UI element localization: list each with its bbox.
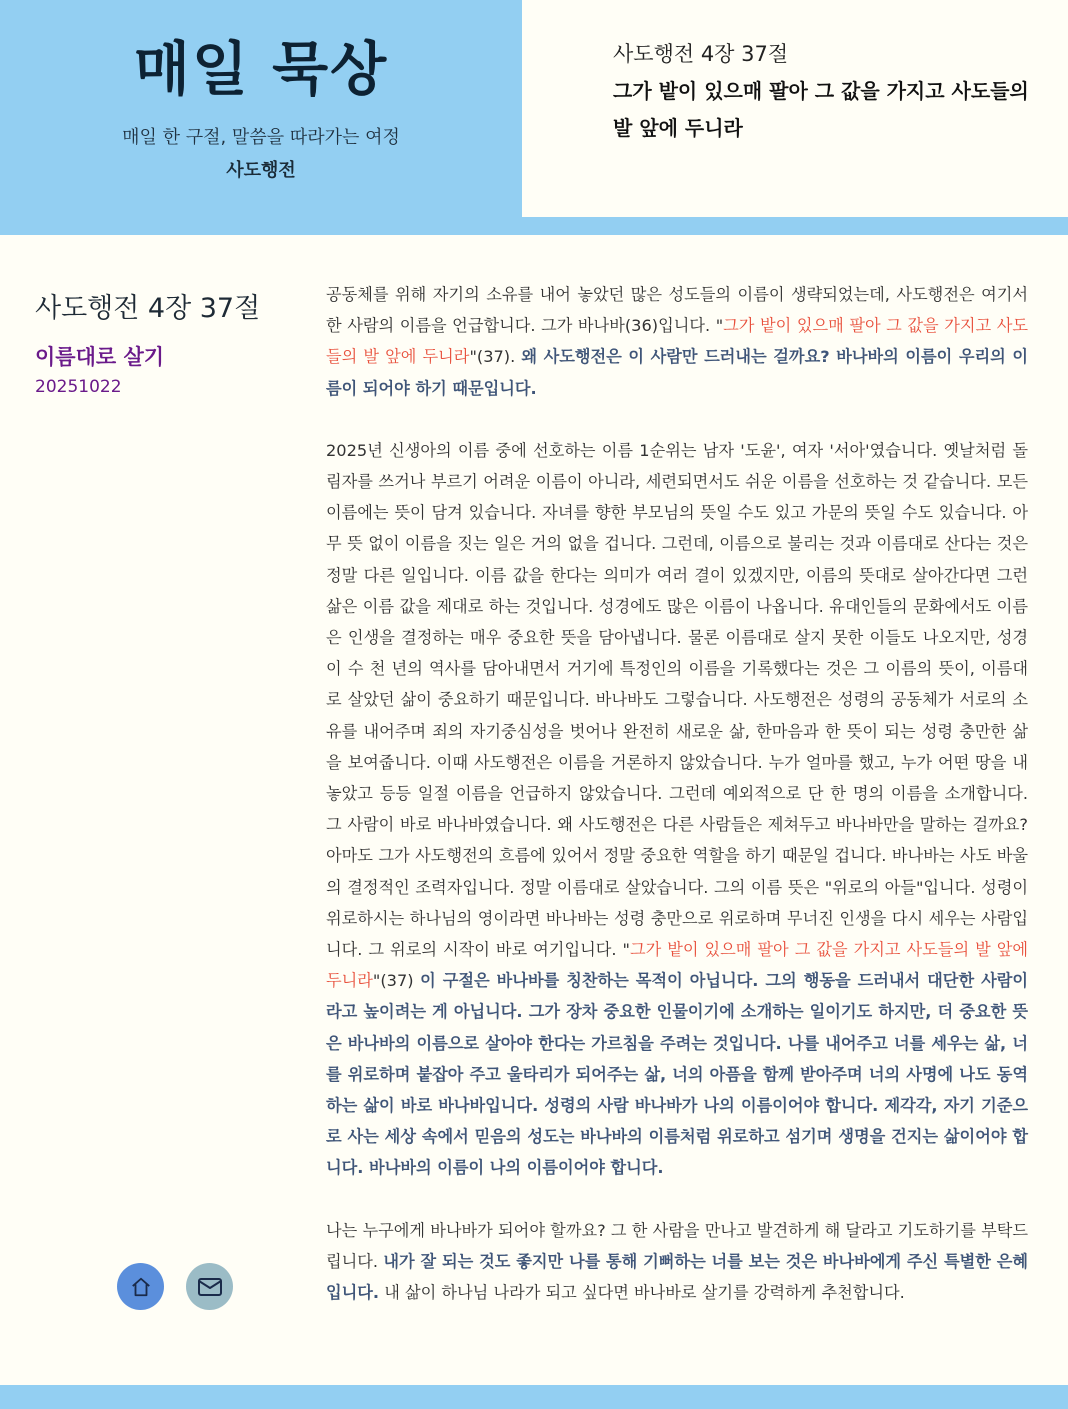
site-title[interactable]: 매일 묵상 <box>133 35 389 103</box>
emphasis-text: 왜 사도행전은 이 사람만 드러내는 걸까요? 바나바의 이름이 우리의 이름이 되어야 하기 때문입니다. <box>326 347 1028 398</box>
mail-icon <box>197 1276 223 1298</box>
verse-quote: 그가 밭이 있으매 팔아 그 값을 가지고 사도들의 발 앞에 두니라 <box>326 316 1028 367</box>
sidebar <box>35 286 295 397</box>
paragraph-2: 2025년 신생아의 이름 중에 선호하는 이름 1순위는 남자 '도윤', 여자 '서아'였습니다. 옛날처럼 돌림자를 쓰거나 부르기 어려운 이름이 아니라, 세련되면서도 쉬운 이름을 선호하는 것 같습니다. 모든 이름에는 뜻이 담겨 있습니다. 자녀를 향한 부모님의 뜻일 수도 있고 가문의 뜻일 수도 있습니다. 아무 뜻 없이 이름을 짓는 일은 거의 없을 겁니다. 그런데, 이름으로 불리는 것과 이름대로 산다는 것은 정말 다른 일입니다. 이름 값을 한다는 의미가 여러 결이 있겠지만, 이름의 뜻대로 살아간다면 그런 삶은 이름 값을 제대로 하는 것입니다. 성경에도 많은 이름이 나옵니다. 유대인들의 문화에서도 이름은 인생을 결정하는 매우 중요한 뜻을 담아냅니다. 물론 이름대로 살지 못한 이들도 나오지만, 성경이 수 천 년의 역사를 담아내면서 거기에 특정인의 이름을 기록했다는 것은 그 이름의 뜻이, 이름대로 살았던 삶이 중요하기 때문입니다. 바나바도 그렇습니다. 사도행전은 성령의 공동체가 서로의 소유를 내어주며 죄의 자기중심성을 벗어나 완전히 새로운 삶, 한마음과 한 뜻이 되는 성령 충만한 삶을 보여줍니다. 이때 사도행전은 이름을 거론하지 않았습니다. 누가 얼마를 했고, 누가 어떤 땅을 내놓았고 등등 일절 이름을 언급하지 않았습니다. 그런데 예외적으로 단 한 명의 이름을 소개합니다. 그 사람이 바로 바나바였습니다. 왜 사도행전은 다른 사람들은 제쳐두고 바나바만을 말하는 걸까요? 아마도 그가 사도행전의 흐름에 있어서 정말 중요한 역할을 하기 때문일 겁니다. 바나바는 사도 바울의 결정적인 조력자입니다. 정말 이름대로 살았습니다. 그의 이름 뜻은 "위로의 아들"입니다. 성령이 위로하시는 하나님의 영이라면 바나바는 성령 충만으로 위로하며 무너진 인생을 다시 세우는 사람입니다. 그 위로의 시작이 바로 여기입니다. "그가 밭이 있으매 팔아 그 값을 가지고 사도들의 발 앞에 두니라"(37) 이 구절은 바나바를 칭찬하는 목적이 아닙니다. 그의 행동을 드러내서 대단한 사람이라고 높이려는 게 아닙니다. 그가 장차 중요한 인물이기에 소개하는 일이기도 하지만, 더 중요한 뜻은 바나바의 이름으로 살아야 한다는 가르침을 주려는 것입니다. 나를 내어주고 너를 세우는 삶, 너를 위로하며 붙잡아 주고 울타리가 되어주는 삶, 너의 아픔을 함께 받아주며 너의 사명에 나도 동역하는 삶이 바로 바나바입니다. 성령의 사람 바나바가 나의 이름이어야 합니다. 제각각, 자기 기준으로 사는 세상 속에서 믿음의 성도는 바나바의 이름처럼 위로하고 섬기며 생명을 건지는 삶이어야 합니다. 바나바의 이름이 나의 이름이어야 합니다. <box>326 440 1028 1178</box>
sidebar-date: 20251022 <box>35 377 122 397</box>
footer-bar <box>0 1385 1068 1409</box>
sidebar-verse-ref: 사도행전 4장 37절 <box>35 293 261 324</box>
verse-quote: 그가 밭이 있으매 팔아 그 값을 가지고 사도들의 발 앞에 두니라 <box>326 940 1028 991</box>
book-name: 사도행전 <box>226 160 296 181</box>
emphasis-text: 이 구절은 바나바를 칭찬하는 목적이 아닙니다. 그의 행동을 드러내서 대단한 사람이라고 높이려는 게 아닙니다. 그가 장차 중요한 인물이기에 소개하는 일이기도 하지만, 더 중요한 뜻은 바나바의 이름으로 살아야 한다는 가르침을 주려는 것입니다. 나를 내어주고 너를 세우는 삶, 너를 위로하며 붙잡아 주고 울타리가 되어주는 삶, 너의 아픔을 함께 받아주며 너의 사명에 나도 동역하는 삶이 바로 바나바입니다. 성령의 사람 바나바가 나의 이름이어야 합니다. 제각각, 자기 기준으로 사는 세상 속에서 믿음의 성도는 바나바의 이름처럼 위로하고 섬기며 생명을 건지는 삶이어야 합니다. 바나바의 이름이 나의 이름이어야 합니다. <box>326 971 1028 1178</box>
paragraph-1: 공동체를 위해 자기의 소유를 내어 놓았던 많은 성도들의 이름이 생략되었는데, 사도행전은 여기서 한 사람의 이름을 언급합니다. 그가 바나바(36)입니다. "그가 밭이 있으매 팔아 그 값을 가지고 사도들의 발 앞에 두니라"(37). 왜 사도행전은 이 사람만 드러내는 걸까요? 바나바의 이름이 우리의 이름이 되어야 하기 때문입니다. <box>326 285 1028 398</box>
sidebar-title: 이름대로 살기 <box>35 345 165 369</box>
devotional-content <box>326 279 1028 1339</box>
paragraph-3: 나는 누구에게 바나바가 되어야 할까요? 그 한 사람을 만나고 발견하게 해 달라고 기도하기를 부탁드립니다. 내가 잘 되는 것도 좋지만 나를 통해 기뻐하는 너를 보는 것은 바나바에게 주신 특별한 은혜입니다. 내 삶이 하나님 나라가 되고 싶다면 바나바로 살기를 강력하게 추천합니다. <box>326 1220 1028 1303</box>
home-icon <box>130 1276 152 1298</box>
icon-links <box>117 1263 233 1310</box>
header-verse-ref: 사도행전 4장 37절 <box>613 42 789 66</box>
header-divider <box>522 217 1068 235</box>
header-verse-text: 그가 밭이 있으매 팔아 그 값을 가지고 사도들의 발 앞에 두니라 <box>613 79 1029 140</box>
header-verse-panel <box>522 0 1068 217</box>
mail-button[interactable] <box>186 1263 233 1310</box>
emphasis-text: 내가 잘 되는 것도 좋지만 나를 통해 기뻐하는 너를 보는 것은 바나바에게 주신 특별한 은혜입니다. <box>326 1251 1028 1303</box>
site-subtitle: 매일 한 구절, 말씀을 따라가는 여정 <box>122 127 400 148</box>
header-banner <box>0 0 522 235</box>
home-button[interactable] <box>117 1263 164 1310</box>
